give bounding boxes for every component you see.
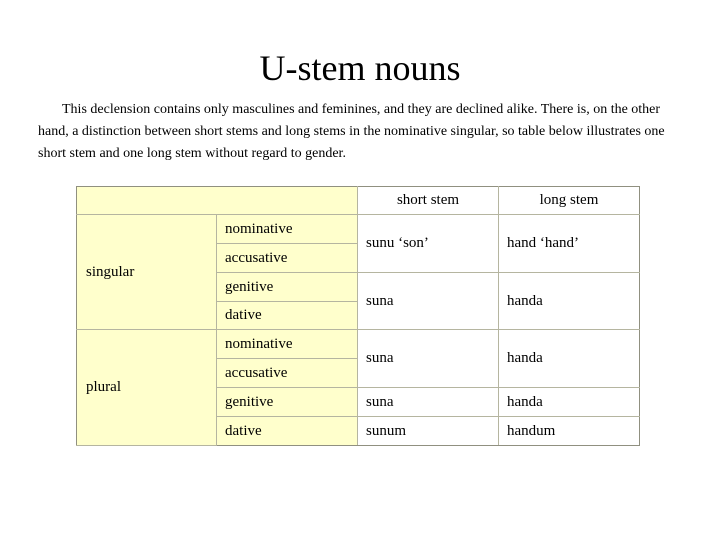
case-label: accusative — [217, 359, 358, 388]
case-label: accusative — [217, 244, 358, 273]
case-label: dative — [217, 417, 358, 446]
table-row — [77, 330, 640, 359]
case-label: dative — [217, 302, 358, 330]
case-label: genitive — [217, 388, 358, 417]
form-cell: handa — [499, 388, 640, 417]
form-cell: sunu ‘son’ — [358, 215, 499, 273]
intro-text: This declension contains only masculines and feminines, and they are declined alike. There is, on the other hand, a distinction between short stems and long stems in the nominative singular, so table below illustrates one short stem and one long stem without regard to gender. — [38, 102, 665, 161]
declension-table — [76, 186, 640, 446]
form-cell: sunum — [358, 417, 499, 446]
header-blank-cell — [77, 187, 358, 215]
form-cell: suna — [358, 330, 499, 388]
group-label-singular: singular — [77, 215, 217, 330]
case-label: nominative — [217, 330, 358, 359]
intro-paragraph — [38, 99, 686, 165]
case-label: genitive — [217, 273, 358, 302]
header-long-stem: long stem — [499, 187, 640, 215]
header-row — [77, 187, 640, 215]
group-label-plural: plural — [77, 330, 217, 446]
slide-title: U-stem nouns — [259, 48, 461, 88]
form-cell: suna — [358, 273, 499, 330]
form-cell: handa — [499, 273, 640, 330]
form-cell: handum — [499, 417, 640, 446]
form-cell: hand ‘hand’ — [499, 215, 640, 273]
form-cell: handa — [499, 330, 640, 388]
header-short-stem: short stem — [358, 187, 499, 215]
form-cell: suna — [358, 388, 499, 417]
case-label: nominative — [217, 215, 358, 244]
table-row — [77, 215, 640, 244]
